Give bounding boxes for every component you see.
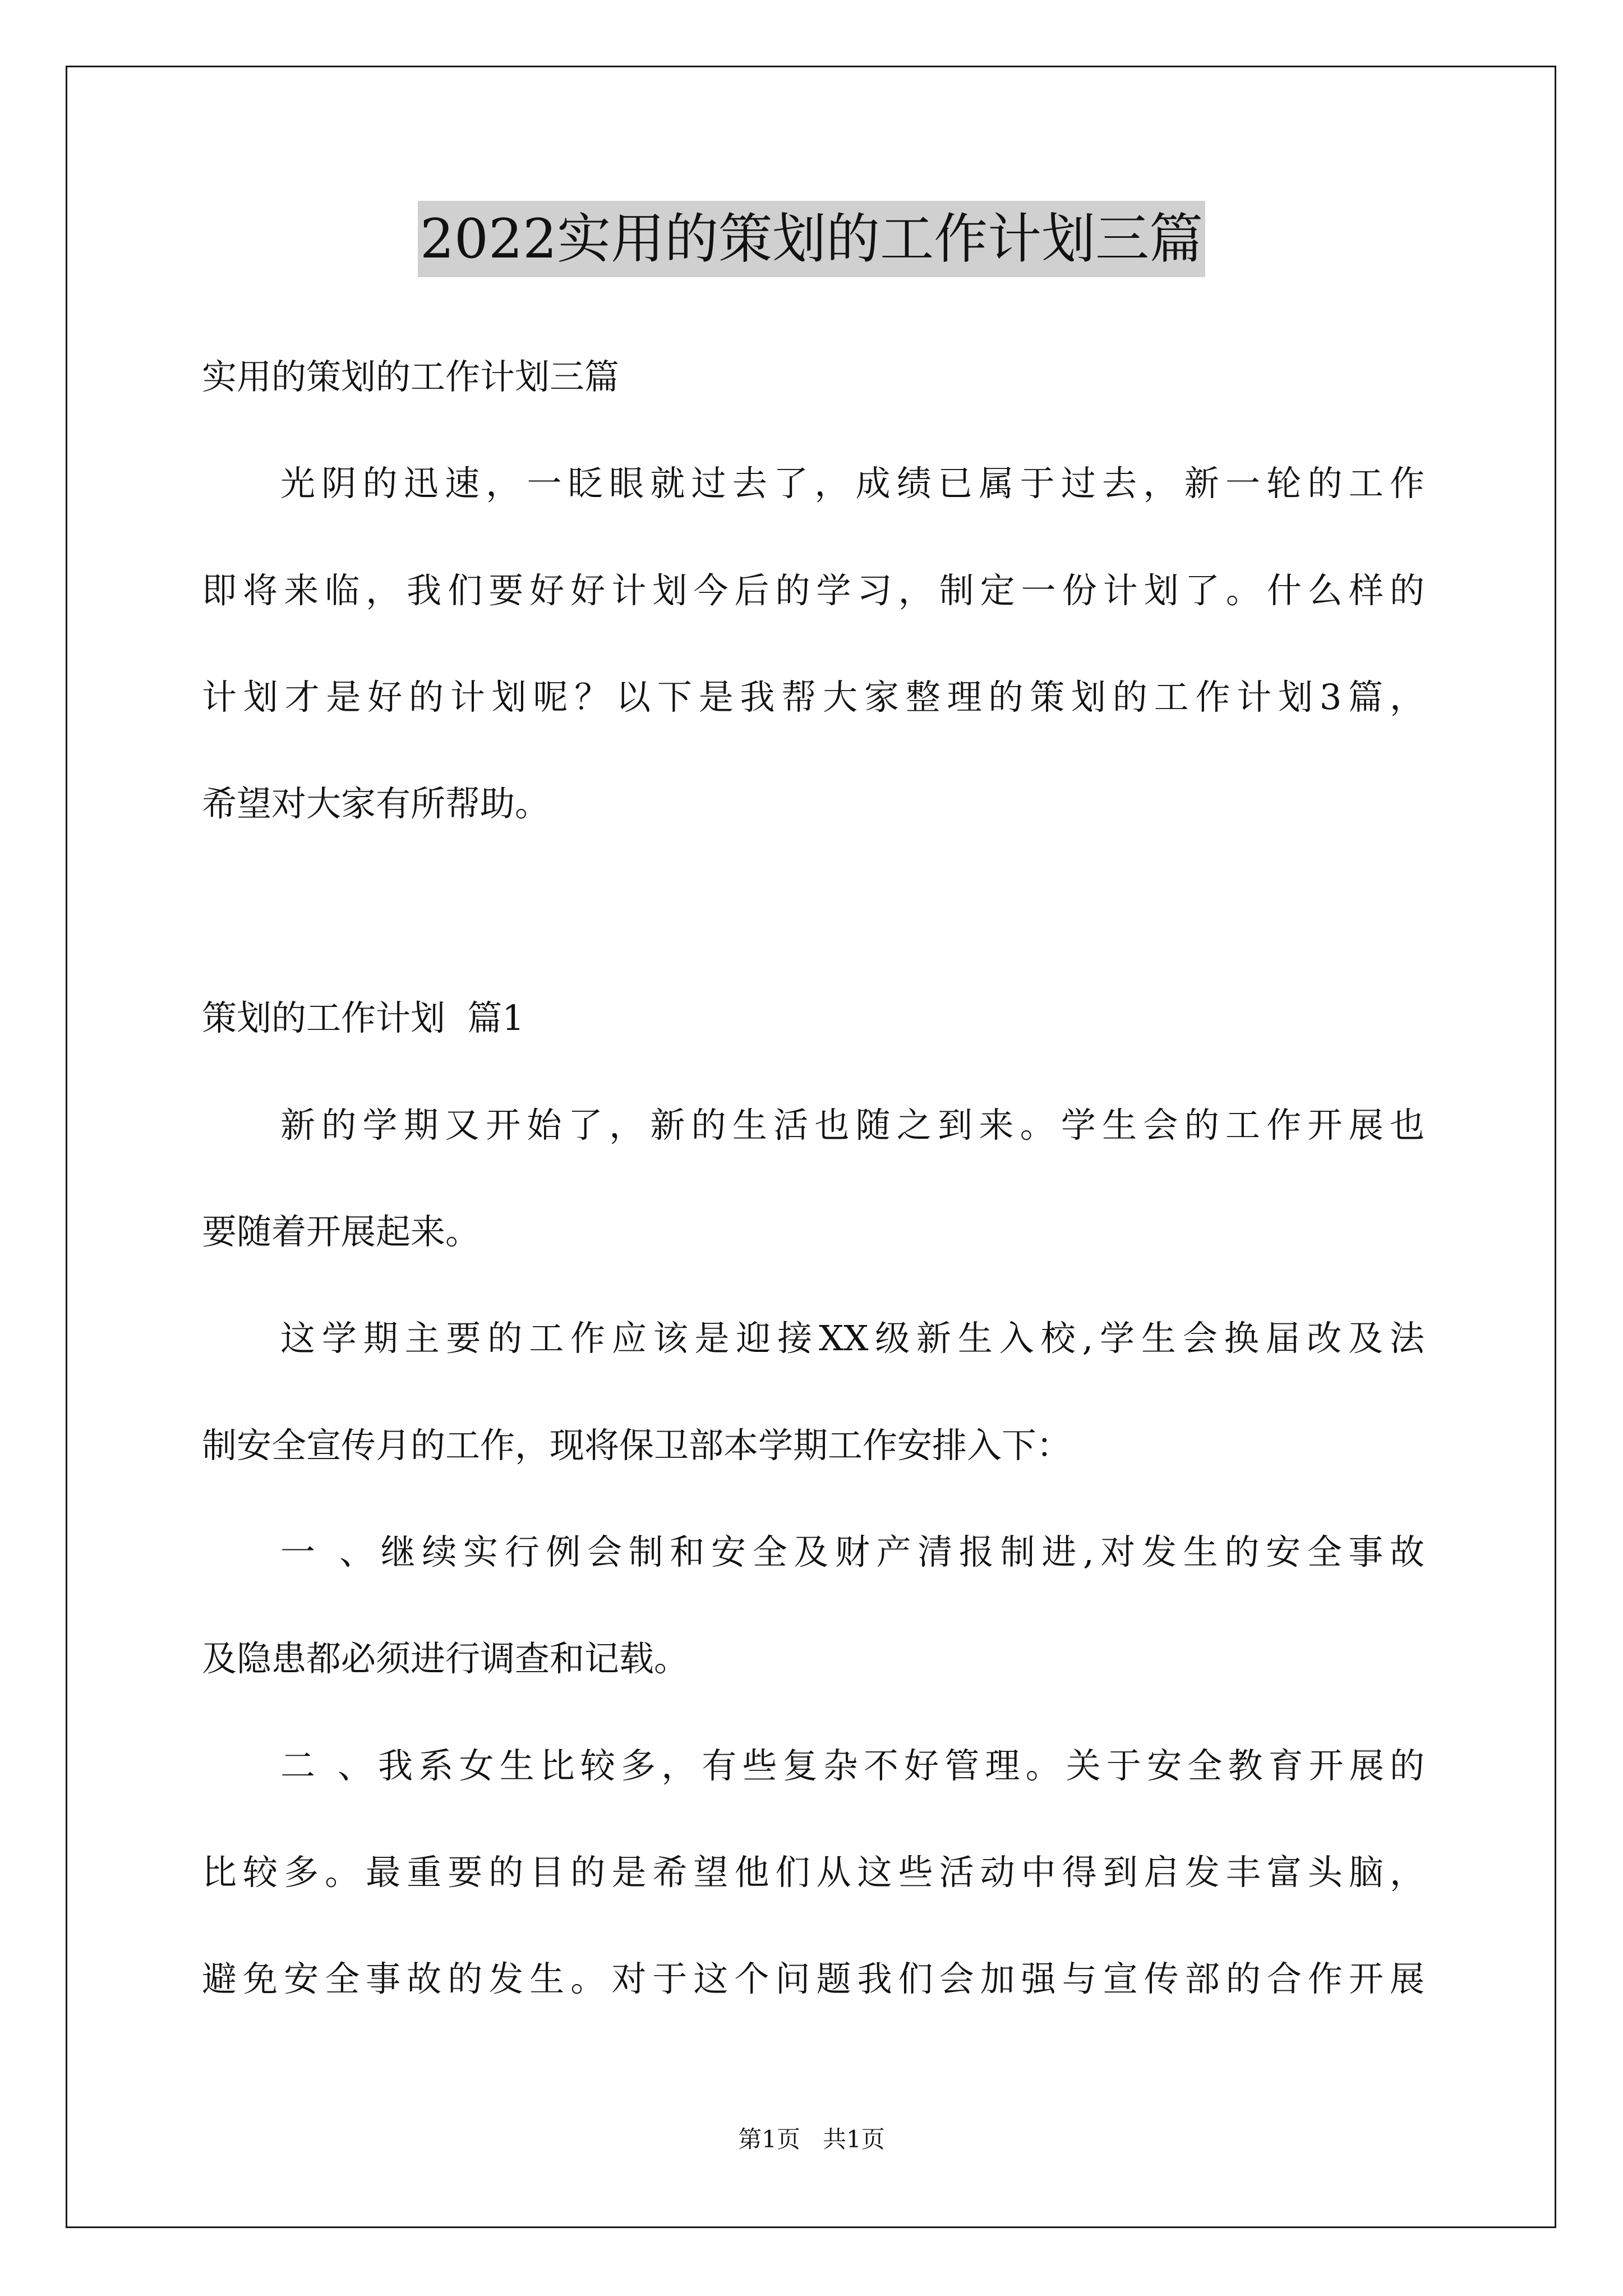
body-line: 新的学期又开始了，新的生活也随之到来。学生会的工作开展也	[280, 1105, 1424, 1145]
body-line: 比较多。最重要的目的是希望他们从这些活动中得到启发丰富头脑，	[202, 1852, 1424, 1893]
intro-line: 光阴的迅速，一眨眼就过去了，成绩已属于过去，新一轮的工作	[280, 463, 1424, 504]
intro-line: 计划才是好的计划呢？以下是我帮大家整理的策划的工作计划3篇，	[202, 677, 1424, 717]
intro-line: 希望对大家有所帮助。	[202, 783, 550, 824]
page-footer: 第1页 共1页	[738, 2125, 885, 2153]
body-line: 一 、继续实行例会制和安全及财产清报制进,对发生的安全事故	[280, 1531, 1424, 1572]
body-line: 避免安全事故的发生。对于这个问题我们会加强与宣传部的合作开展	[202, 1958, 1424, 1999]
body-line: 二 、我系女生比较多，有些复杂不好管理。关于安全教育开展的	[280, 1745, 1424, 1786]
body-line: 制安全宣传月的工作，现将保卫部本学期工作安排入下：	[202, 1425, 1072, 1466]
section-heading: 策划的工作计划 篇1	[202, 997, 524, 1038]
title-block	[0, 201, 1623, 277]
document-subtitle: 实用的策划的工作计划三篇	[202, 356, 620, 397]
body-line: 这学期主要的工作应该是迎接XX级新生入校,学生会换届改及法	[280, 1318, 1424, 1359]
body-line: 要随着开展起来。	[202, 1211, 481, 1252]
document-title: 2022实用的策划的工作计划三篇	[418, 201, 1205, 277]
body-line: 及隐患都必须进行调查和记载。	[202, 1638, 689, 1679]
intro-line: 即将来临，我们要好好计划今后的学习，制定一份计划了。什么样的	[202, 570, 1424, 611]
